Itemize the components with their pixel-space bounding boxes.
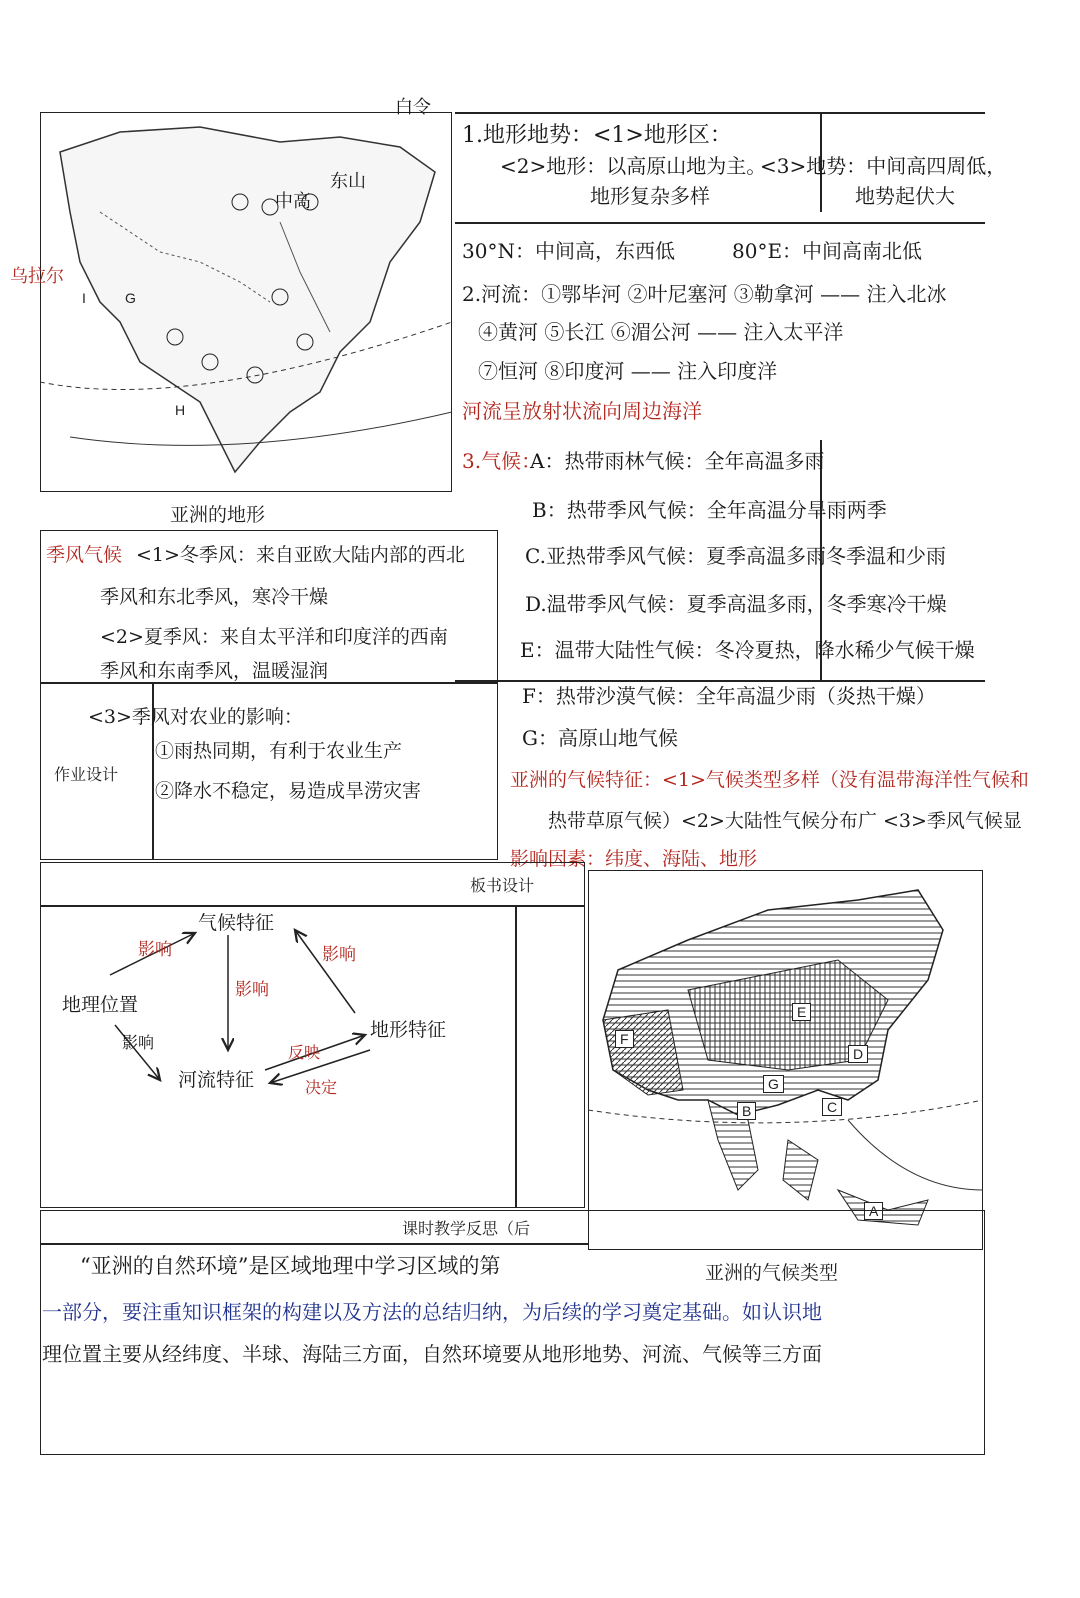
climate-zone-c: C	[822, 1098, 842, 1116]
landform-map-label-g: G	[125, 290, 136, 306]
climate-map-caption: 亚洲的气候类型	[705, 1263, 839, 1284]
climate-a: A：热带雨林气候：全年高温多雨	[530, 449, 825, 473]
climate-factors: 影响因素：纬度、海陆、地形	[510, 848, 758, 870]
landform-80e: 80°E：中间高南北低	[732, 239, 923, 263]
board-node-river: 河流特征	[178, 1069, 255, 1091]
landform-map	[40, 112, 452, 492]
board-edge-5: 反映	[288, 1043, 321, 1062]
monsoon-impact-2: ②降水不稳定，易造成旱涝灾害	[155, 780, 422, 802]
reflection-title: 课时教学反思（后	[402, 1221, 531, 1238]
climate-zone-g: G	[763, 1075, 784, 1093]
monsoon-winter-1: <1>冬季风：来自亚欧大陆内部的西北	[136, 544, 465, 566]
board-node-climate: 气候特征	[198, 912, 275, 934]
right-hr-1	[455, 222, 985, 224]
landform-relief: 地势起伏大	[855, 184, 955, 208]
climate-zone-a: A	[864, 1202, 883, 1220]
monsoon-winter-2: 季风和东北季风，寒冷干燥	[100, 586, 329, 608]
reflection-line-2: 一部分，要注重知识框架的构建以及方法的总结归纳，为后续的学习奠定基础。如认识地	[42, 1300, 822, 1324]
landform-30n: 30°N：中间高，东西低	[462, 239, 675, 263]
board-col-rule	[515, 905, 517, 1208]
climate-e: E：温带大陆性气候：冬冷夏热，降水稀少气候干燥	[520, 638, 975, 662]
landform-map-label-baring: 白令	[395, 97, 431, 118]
reflection-line-1: “亚洲的自然环境”是区域地理中学习区域的第	[80, 1254, 501, 1278]
board-edge-1: 影响	[138, 940, 172, 960]
board-arrows	[40, 905, 515, 1205]
rivers-summary: 河流呈放射状流向周边海洋	[462, 399, 702, 423]
landform-map-label-east: 东山	[330, 171, 366, 192]
climate-zone-b: B	[737, 1102, 756, 1120]
landform-map-label-i: I	[82, 290, 86, 306]
board-edge-4: 影响	[122, 1033, 155, 1052]
rivers-line-3: ⑦恒河 ⑧印度河 —— 注入印度洋	[478, 359, 778, 383]
right-top-rule	[455, 112, 985, 114]
board-node-terrain: 地形特征	[370, 1019, 447, 1041]
climate-d: D.温带季风气候：夏季高温多雨，冬季寒冷干燥	[525, 592, 947, 616]
monsoon-heading: 季风气候	[46, 544, 123, 566]
monsoon-impact-heading: <3>季风对农业的影响：	[88, 706, 303, 728]
reflection-frame	[40, 1210, 985, 1455]
monsoon-frame	[40, 530, 498, 860]
rivers-line-1: 2.河流：①鄂毕河 ②叶尼塞河 ③勒拿河 —— 注入北冰	[462, 282, 947, 306]
landform-complex: 地形复杂多样	[590, 184, 710, 208]
reflection-header-rule	[40, 1243, 588, 1245]
climate-g: G：高原山地气候	[522, 726, 678, 750]
climate-map	[588, 870, 983, 1250]
climate-feature-2: 热带草原气候）<2>大陆性气候分布广 <3>季风气候显	[548, 810, 1022, 832]
climate-b: B：热带季风气候：全年高温分旱雨两季	[532, 498, 887, 522]
climate-zone-e: E	[792, 1003, 811, 1021]
climate-feature-1: 亚洲的气候特征：<1>气候类型多样（没有温带海洋性气候和	[510, 769, 1029, 791]
climate-heading: 3.气候：	[462, 449, 542, 473]
homework-design-label: 作业设计	[54, 767, 119, 784]
landform-trend: <3>地势：中间高四周低，	[760, 154, 1007, 178]
board-edge-6: 决定	[305, 1078, 338, 1097]
monsoon-summer-2: 季风和东南季风，温暖湿润	[100, 660, 329, 682]
monsoon-impact-1: ①雨热同期，有利于农业生产	[155, 740, 403, 762]
landform-map-caption: 亚洲的地形	[170, 505, 266, 526]
climate-c: C.亚热带季风气候：夏季高温多雨冬季温和少雨	[525, 544, 946, 568]
landform-map-label-center: 中高	[275, 191, 311, 212]
monsoon-summer-1: <2>夏季风：来自太平洋和印度洋的西南	[100, 626, 448, 648]
board-edge-2: 影响	[235, 980, 269, 1000]
landform-map-margin-note: 乌拉尔	[10, 266, 64, 287]
landform-type: <2>地形：以高原山地为主。	[500, 154, 767, 178]
landform-heading: 1.地形地势：<1>地形区：	[462, 123, 732, 148]
landform-map-label-h: H	[175, 402, 186, 418]
rivers-line-2: ④黄河 ⑤长江 ⑥湄公河 —— 注入太平洋	[478, 320, 844, 344]
board-node-location: 地理位置	[62, 994, 139, 1016]
climate-zone-f: F	[615, 1030, 634, 1048]
board-title: 板书设计	[470, 878, 535, 895]
board-edge-3: 影响	[322, 945, 356, 965]
reflection-line-3: 理位置主要从经纬度、半球、海陆三方面，自然环境要从地形地势、河流、气候等三方面	[42, 1342, 822, 1366]
climate-zone-d: D	[848, 1045, 868, 1063]
climate-f: F：热带沙漠气候：全年高温少雨（炎热干燥）	[522, 684, 936, 708]
